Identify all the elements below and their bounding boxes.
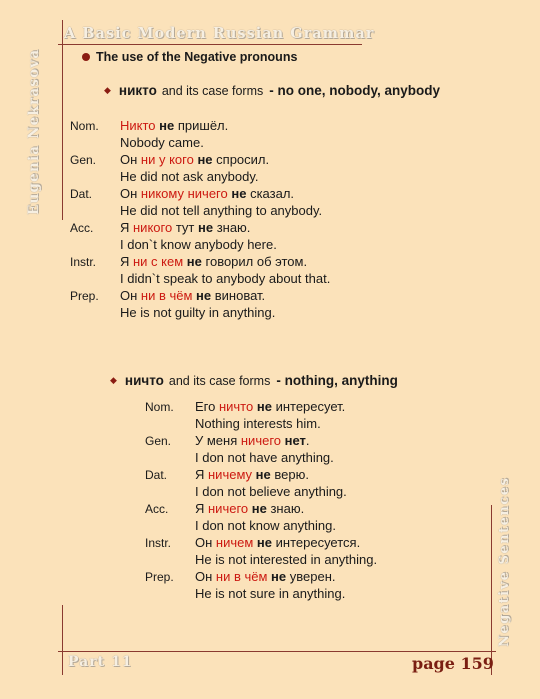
negative-pronoun: ничему — [208, 467, 253, 482]
frame-line-bottom-left — [62, 605, 63, 675]
sentence-fragment: Он — [120, 186, 141, 201]
sentence-fragment: Я — [120, 220, 133, 235]
case-label: Nom. — [70, 119, 99, 133]
negation-particle: не — [256, 535, 273, 550]
case-label: Gen. — [145, 434, 172, 448]
english-translation: Nobody came. — [120, 135, 204, 150]
negative-pronoun: ничем — [215, 535, 254, 550]
sentence-fragment: знаю. — [213, 220, 251, 235]
frame-line-left — [62, 20, 63, 220]
english-translation: I don not believe anything. — [195, 484, 347, 499]
negative-pronoun: Никто — [120, 118, 156, 133]
subhead-nikto — [104, 83, 440, 98]
case-label: Instr. — [145, 536, 172, 550]
negative-pronoun: ничто — [218, 399, 254, 414]
pronoun-word: никто — [118, 83, 157, 98]
negation-particle: не — [271, 569, 287, 584]
sentence-fragment: виноват. — [211, 288, 266, 303]
english-translation: He did not ask anybody. — [120, 169, 259, 184]
examples-nichto — [145, 399, 505, 609]
pronoun-meaning: - nothing, anything — [276, 373, 398, 388]
sentence-fragment: уверен. — [286, 569, 336, 584]
sentence-fragment: спросил. — [212, 152, 270, 167]
pronoun-word: ничто — [124, 373, 164, 388]
russian-sentence — [120, 254, 307, 269]
negative-pronoun: никому ничего — [140, 186, 228, 201]
english-translation: I don not know anything. — [195, 518, 336, 533]
negation-particle: не — [186, 254, 202, 269]
negative-pronoun: ни у кого — [140, 152, 194, 167]
examples-nikto — [70, 118, 430, 328]
case-label: Prep. — [70, 289, 99, 303]
sentence-fragment: тут — [172, 220, 198, 235]
negative-pronoun: ничего — [208, 501, 249, 516]
russian-sentence — [195, 535, 360, 550]
russian-sentence — [120, 288, 265, 303]
case-label: Instr. — [70, 255, 97, 269]
negation-particle: не — [256, 399, 272, 414]
russian-sentence — [195, 433, 310, 448]
case-label: Acc. — [70, 221, 94, 235]
case-label: Dat. — [145, 468, 168, 482]
sentence-fragment: Он — [120, 152, 141, 167]
section-title-text: The use of the Negative pronouns — [96, 50, 298, 64]
sentence-fragment: пришёл. — [174, 118, 229, 133]
sentence-fragment: верю. — [270, 467, 309, 482]
case-label: Dat. — [70, 187, 93, 201]
diamond-bullet-icon: ◆ — [104, 85, 111, 95]
pronoun-meaning: - no one, nobody, anybody — [269, 83, 440, 98]
negative-pronoun: ни в чём — [215, 569, 268, 584]
sentence-fragment: говорил об этом. — [201, 254, 308, 269]
russian-sentence — [195, 501, 304, 516]
subhead-nichto — [110, 373, 398, 388]
frame-line-bottom — [58, 651, 496, 652]
diamond-bullet-icon: ◆ — [110, 375, 117, 385]
section-side-label: Negative Sentences — [497, 476, 512, 647]
negation-particle: не — [255, 467, 271, 482]
negative-pronoun: ничего — [240, 433, 282, 448]
case-label: Nom. — [145, 400, 174, 414]
russian-sentence — [120, 118, 228, 133]
negation-particle: нет — [284, 433, 306, 448]
russian-sentence — [195, 467, 309, 482]
negation-particle: не — [196, 288, 212, 303]
russian-sentence — [120, 186, 294, 201]
sentence-fragment: Он — [120, 288, 141, 303]
sentence-fragment: . — [305, 433, 310, 448]
sentence-fragment: Я — [120, 254, 133, 269]
pronoun-desc: and its case forms — [161, 84, 264, 98]
english-translation: He is not guilty in anything. — [120, 305, 276, 320]
english-translation: I don not have anything. — [195, 450, 334, 465]
part-label: Part 11 — [68, 654, 133, 670]
russian-sentence — [195, 399, 345, 414]
sentence-fragment: сказал. — [246, 186, 295, 201]
negative-pronoun: ни с кем — [133, 254, 184, 269]
sentence-fragment: интересует. — [271, 399, 346, 414]
page-number: page 159 — [412, 654, 494, 673]
english-translation: He did not tell anything to anybody. — [120, 203, 323, 218]
frame-line-top — [58, 44, 362, 45]
english-translation: I don`t know anybody here. — [120, 237, 277, 252]
negation-particle: не — [197, 220, 214, 235]
sentence-fragment: Я — [195, 501, 208, 516]
case-label: Acc. — [145, 502, 169, 516]
english-translation: He is not sure in anything. — [195, 586, 346, 601]
negation-particle: не — [197, 152, 213, 167]
negation-particle: не — [251, 501, 267, 516]
pronoun-desc: and its case forms — [168, 374, 271, 388]
sentence-fragment: Он — [195, 535, 216, 550]
russian-sentence — [120, 220, 250, 235]
section-title — [82, 50, 297, 64]
english-translation: He is not interested in anything. — [195, 552, 378, 567]
sentence-fragment: интересуется. — [272, 535, 361, 550]
sentence-fragment: Я — [195, 467, 208, 482]
negation-particle: не — [231, 186, 247, 201]
author-name: Eugenia Nekrasova — [26, 48, 42, 215]
bullet-dot-icon — [82, 53, 90, 61]
book-title: A Basic Modern Russian Grammar — [64, 25, 375, 42]
negation-particle: не — [159, 118, 175, 133]
sentence-fragment: знаю. — [266, 501, 305, 516]
sentence-fragment: Его — [195, 399, 219, 414]
case-label: Gen. — [70, 153, 97, 167]
negative-pronoun: никого — [133, 220, 173, 235]
sentence-fragment: У меня — [195, 433, 241, 448]
sentence-fragment: Он — [195, 569, 216, 584]
russian-sentence — [120, 152, 269, 167]
english-translation: Nothing interests him. — [195, 416, 321, 431]
negative-pronoun: ни в чём — [140, 288, 193, 303]
case-label: Prep. — [145, 570, 174, 584]
russian-sentence — [195, 569, 336, 584]
english-translation: I didn`t speak to anybody about that. — [120, 271, 331, 286]
